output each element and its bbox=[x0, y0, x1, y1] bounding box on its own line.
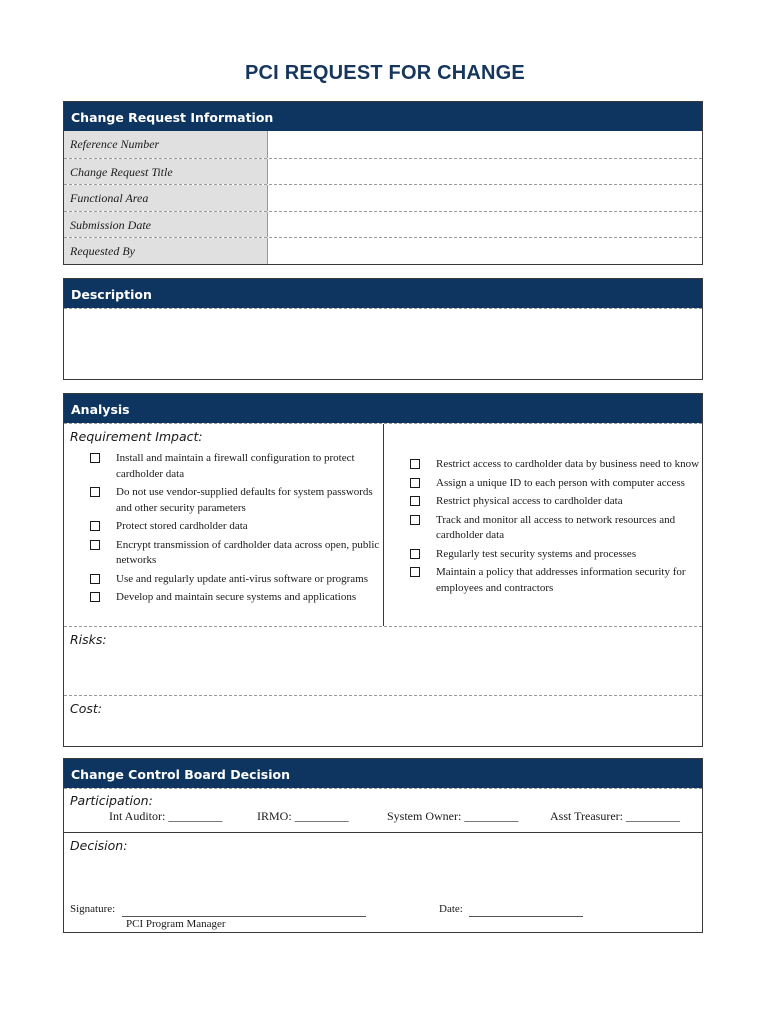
requirement-item bbox=[410, 547, 700, 563]
requirement-item bbox=[90, 451, 380, 482]
page-title: PCI REQUEST FOR CHANGE bbox=[245, 62, 525, 84]
requirement-list-right bbox=[410, 457, 700, 599]
reference-number-row bbox=[64, 131, 702, 158]
requirement-item bbox=[90, 538, 380, 569]
risks-field[interactable] bbox=[64, 626, 702, 695]
requirement-item bbox=[410, 457, 700, 473]
checkbox[interactable] bbox=[410, 496, 420, 506]
checkbox[interactable] bbox=[90, 487, 100, 497]
change-request-section bbox=[63, 101, 703, 265]
participation-area bbox=[64, 788, 702, 832]
checkbox[interactable] bbox=[410, 549, 420, 559]
functional-area-label: Functional Area bbox=[64, 185, 268, 211]
requirement-text: Regularly test security systems and processes bbox=[436, 547, 637, 560]
requested-by-field[interactable] bbox=[268, 238, 702, 264]
requirement-item bbox=[90, 590, 380, 606]
decision-area bbox=[64, 832, 702, 932]
functional-area-row bbox=[64, 184, 702, 211]
change-request-table bbox=[64, 131, 702, 264]
participation-label: Participation: bbox=[70, 793, 153, 808]
submission-date-row bbox=[64, 211, 702, 238]
requirement-text: Restrict physical access to cardholder data bbox=[436, 495, 623, 507]
change-request-title-field[interactable] bbox=[268, 159, 702, 185]
reference-number-field[interactable] bbox=[268, 131, 702, 158]
checkbox[interactable] bbox=[410, 515, 420, 525]
date-label: Date: bbox=[439, 903, 463, 915]
cost-label: Cost: bbox=[70, 701, 103, 716]
requirement-text: Encrypt transmission of cardholder data across open, public networks bbox=[116, 538, 380, 566]
requirement-item bbox=[90, 519, 380, 535]
requirement-text: Maintain a policy that addresses information security for employees and contractors bbox=[436, 566, 686, 594]
checkbox[interactable] bbox=[90, 453, 100, 463]
requirement-item bbox=[410, 476, 700, 492]
description-header: Description bbox=[64, 279, 702, 308]
ccb-header: Change Control Board Decision bbox=[64, 759, 702, 788]
risks-label: Risks: bbox=[70, 632, 107, 647]
description-section bbox=[63, 278, 703, 380]
cost-field[interactable] bbox=[64, 695, 702, 746]
requirement-text: Install and maintain a firewall configuration to protect cardholder data bbox=[116, 452, 355, 480]
checkbox[interactable] bbox=[90, 521, 100, 531]
int-auditor-field[interactable]: Int Auditor: _________ bbox=[109, 809, 223, 823]
requirement-text: Use and regularly update anti-virus software or programs bbox=[116, 572, 369, 585]
requirement-item bbox=[410, 494, 700, 510]
signature-line[interactable] bbox=[122, 903, 366, 917]
requested-by-row bbox=[64, 237, 702, 264]
requirement-text: Restrict access to cardholder data by business need to know bbox=[436, 458, 700, 470]
submission-date-label: Submission Date bbox=[64, 212, 268, 238]
column-divider bbox=[383, 424, 384, 626]
submission-date-field[interactable] bbox=[268, 212, 702, 238]
requirement-list-left bbox=[90, 451, 380, 609]
requirement-impact-area bbox=[64, 423, 702, 626]
ccb-section bbox=[63, 758, 703, 933]
reference-number-label: Reference Number bbox=[64, 131, 268, 158]
decision-label: Decision: bbox=[70, 838, 128, 853]
checkbox[interactable] bbox=[90, 592, 100, 602]
asst-treasurer-field[interactable]: Asst Treasurer: _________ bbox=[550, 809, 681, 823]
system-owner-field[interactable]: System Owner: _________ bbox=[387, 809, 519, 823]
functional-area-field[interactable] bbox=[268, 185, 702, 211]
requirement-text: Track and monitor all access to network resources and cardholder data bbox=[436, 513, 676, 541]
checkbox[interactable] bbox=[90, 540, 100, 550]
change-request-title-row bbox=[64, 158, 702, 185]
requirement-item bbox=[90, 572, 380, 588]
requirement-item bbox=[410, 565, 700, 596]
checkbox[interactable] bbox=[410, 567, 420, 577]
requirement-text: Develop and maintain secure systems and applications bbox=[116, 591, 357, 603]
change-request-title-label: Change Request Title bbox=[64, 159, 268, 185]
requirement-text: Assign a unique ID to each person with computer access bbox=[436, 476, 685, 489]
analysis-header: Analysis bbox=[64, 394, 702, 423]
checkbox[interactable] bbox=[90, 574, 100, 584]
checkbox[interactable] bbox=[410, 459, 420, 469]
requirement-impact-label: Requirement Impact: bbox=[70, 429, 203, 444]
change-request-header: Change Request Information bbox=[64, 102, 702, 131]
analysis-section bbox=[63, 393, 703, 747]
requirement-text: Do not use vendor-supplied defaults for system passwords and other security parameters bbox=[116, 486, 373, 514]
date-line[interactable] bbox=[469, 903, 583, 917]
irmo-field[interactable]: IRMO: _________ bbox=[257, 809, 349, 823]
description-field[interactable] bbox=[64, 308, 702, 379]
requirement-item bbox=[90, 485, 380, 516]
requirement-item bbox=[410, 513, 700, 544]
requested-by-label: Requested By bbox=[64, 238, 268, 264]
signature-label: Signature: bbox=[70, 903, 116, 915]
checkbox[interactable] bbox=[410, 478, 420, 488]
signature-role: PCI Program Manager bbox=[126, 918, 226, 930]
requirement-text: Protect stored cardholder data bbox=[116, 520, 248, 532]
